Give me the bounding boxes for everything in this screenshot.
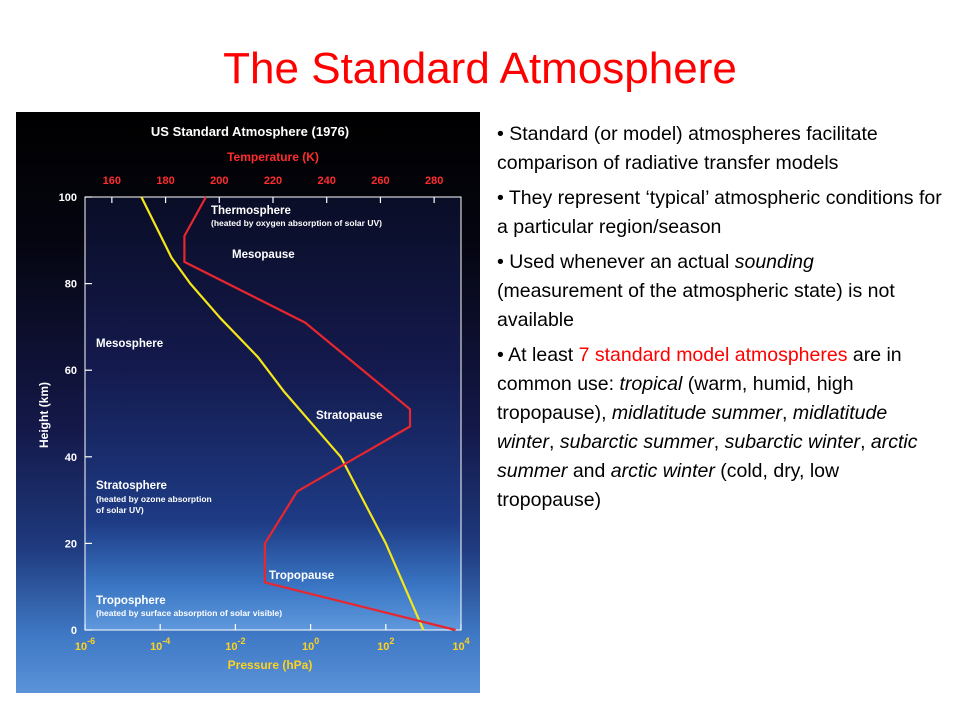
troposphere-label: Troposphere — [96, 595, 166, 607]
bullet-text: tropical — [619, 373, 683, 395]
bullet-item — [497, 248, 942, 335]
bullet-text: (cold, dry, low tropopause) — [497, 460, 840, 511]
thermosphere-label: Thermosphere — [211, 205, 291, 217]
bullet-text: and — [567, 460, 611, 482]
height-tick-label: 40 — [64, 451, 77, 464]
pressure-tick-label: $10^{-2}$ — [225, 636, 246, 653]
bullet-text: (measurement of the atmospheric state) is not available — [497, 280, 895, 331]
bullet-text: • Standard (or model) atmospheres facilitate comparison of radiative transfer models — [497, 123, 878, 174]
bullet-text: • Used whenever an actual — [497, 251, 735, 273]
tropopause-label: Tropopause — [269, 570, 335, 582]
bullet-item — [497, 184, 942, 242]
pressure-axis-label: Pressure (hPa) — [227, 658, 313, 672]
pressure-tick-label: $10^0$ — [301, 636, 320, 653]
bullet-text: sounding — [734, 251, 814, 273]
bullet-text: , — [549, 431, 560, 453]
pressure-tick-label: $10^{-4}$ — [150, 636, 171, 653]
temperature-tick-label: 240 — [317, 175, 336, 187]
bullet-text: (warm, humid, high tropopause), — [497, 373, 854, 424]
mesopause-label: Mesopause — [232, 249, 295, 261]
temperature-tick-label: 180 — [156, 175, 175, 187]
bullet-text: • They represent ‘typical’ atmospheric conditions for a particular region/season — [497, 187, 942, 238]
height-tick-label: 80 — [64, 278, 77, 291]
bullet-item — [497, 341, 942, 515]
temperature-tick-label: 280 — [424, 175, 444, 187]
temperature-tick-label: 220 — [263, 175, 283, 187]
bullet-text: arctic winter — [610, 460, 715, 482]
bullet-item — [497, 120, 942, 178]
bullet-text: , — [713, 431, 725, 453]
chart-title: US Standard Atmosphere (1976) — [150, 124, 350, 139]
temperature-tick-label: 200 — [210, 175, 229, 187]
temperature-axis-label: Temperature (K) — [227, 150, 319, 164]
bullet-text: , — [782, 402, 793, 424]
height-tick-label: 60 — [64, 365, 77, 378]
stratosphere-note-2: of solar UV) — [96, 505, 144, 515]
bullet-text: subarctic summer — [559, 431, 714, 453]
height-tick-label: 100 — [58, 192, 77, 204]
bullet-text: • At least — [497, 344, 579, 366]
pressure-tick-label: $10^{-6}$ — [74, 636, 96, 653]
pressure-tick-label: $10^2$ — [377, 636, 395, 653]
bullet-text: are in common use: — [497, 344, 902, 395]
pressure-tick-label: $10^4$ — [452, 636, 470, 653]
bullet-list — [497, 120, 942, 521]
height-axis-label: Height (km) — [37, 382, 51, 448]
bullet-text: 7 standard model atmospheres — [578, 344, 848, 366]
mesosphere-label: Mesosphere — [96, 338, 164, 350]
bullet-text: , — [860, 431, 871, 453]
stratosphere-label: Stratosphere — [96, 480, 167, 492]
bullet-text: arctic summer — [497, 431, 918, 482]
height-tick-label: 20 — [64, 538, 77, 551]
temperature-tick-label: 160 — [102, 175, 122, 187]
stratopause-label: Stratopause — [316, 410, 383, 422]
plot-area — [85, 197, 461, 630]
height-tick-label: 0 — [70, 625, 77, 637]
slide-title: The Standard Atmosphere — [223, 44, 737, 93]
bullet-text: midlatitude winter — [497, 402, 888, 453]
temperature-tick-label: 260 — [371, 175, 390, 187]
atmosphere-figure — [16, 112, 480, 693]
bullet-text: midlatitude summer — [611, 402, 783, 424]
bullet-text: subarctic winter — [724, 431, 861, 453]
thermosphere-note: (heated by oxygen absorption of solar UV) — [211, 218, 382, 228]
stratosphere-note-1: (heated by ozone absorption — [96, 494, 212, 504]
troposphere-note: (heated by surface absorption of solar visible) — [96, 608, 283, 618]
atmosphere-chart — [16, 112, 480, 693]
